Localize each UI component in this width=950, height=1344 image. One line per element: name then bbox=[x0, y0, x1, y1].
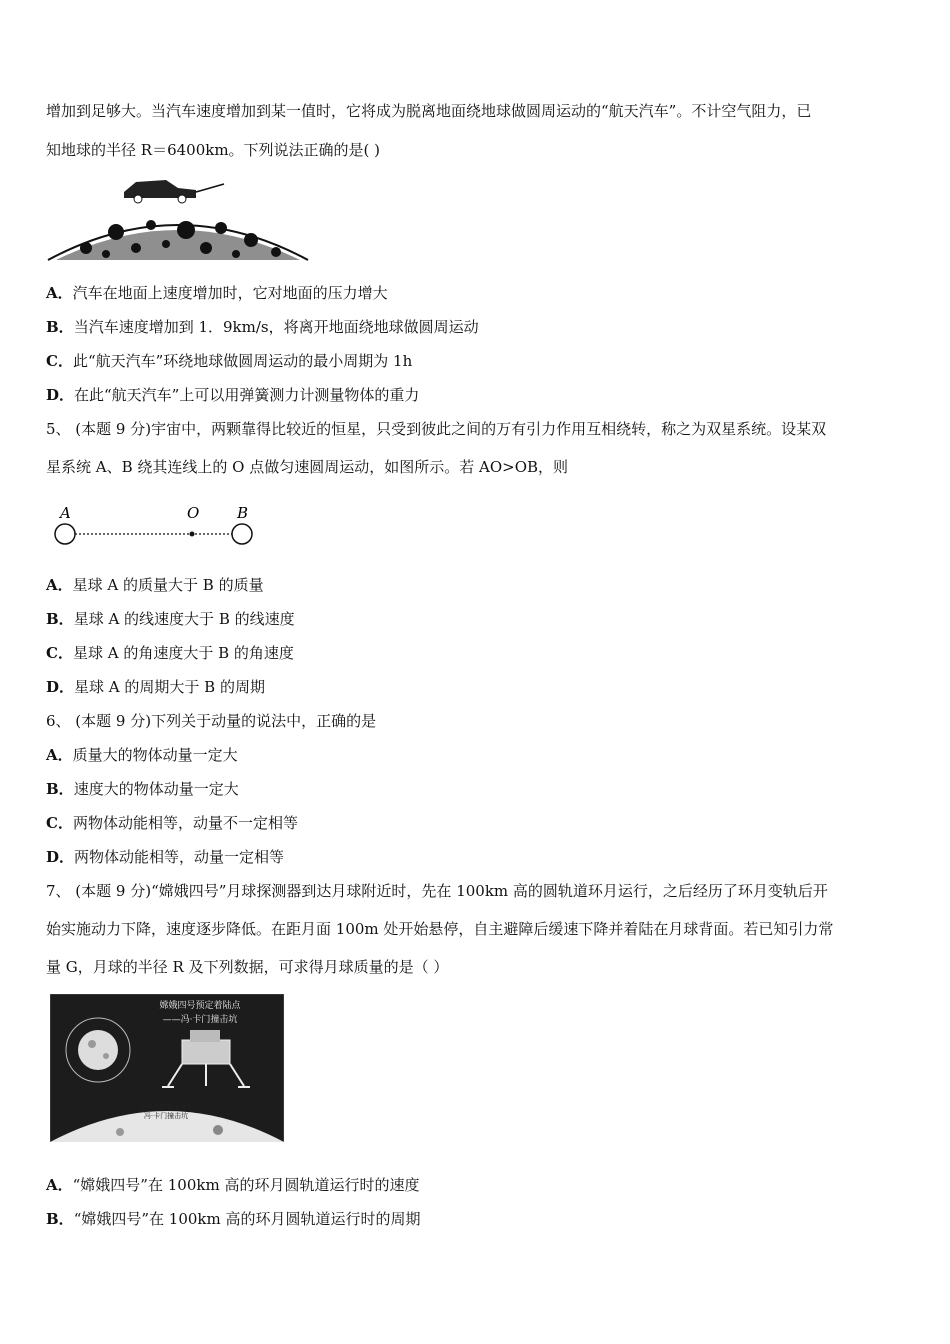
q5-option-b: B．星球 A 的线速度大于 B 的线速度 bbox=[46, 610, 295, 628]
q4-option-d: D．在此“航天汽车”上可以用弹簧测力计测量物体的重力 bbox=[46, 386, 420, 404]
q5-option-c: C．星球 A 的角速度大于 B 的角速度 bbox=[46, 644, 294, 662]
star-b bbox=[232, 524, 252, 544]
caption-4: 冯·卡门撞击坑 bbox=[143, 1112, 189, 1120]
moon-icon bbox=[78, 1030, 118, 1070]
q6-option-c: C．两物体动能相等，动量不一定相等 bbox=[46, 814, 298, 832]
q6-option-b: B．速度大的物体动量一定大 bbox=[46, 780, 239, 798]
q5-stem-line2: 星系统 A、B 绕其连线上的 O 点做匀速圆周运动，如图所示。若 AO>OB，则 bbox=[46, 458, 569, 476]
q4-option-c: C．此“航天汽车”环绕地球做圆周运动的最小周期为 1h bbox=[46, 352, 413, 370]
caption-2: ——冯·卡门撞击坑 bbox=[162, 1015, 238, 1025]
q5-stem-line1: 5、 (本题 9 分)宇宙中，两颗靠得比较近的恒星，只受到彼此之间的万有引力作用互相绕转，称之为双星系统。设某双 bbox=[46, 420, 827, 438]
q4-stem-line2: 知地球的半径 R＝6400km。下列说法正确的是( ) bbox=[46, 141, 381, 159]
q5-option-d: D．星球 A 的周期大于 B 的周期 bbox=[46, 678, 265, 696]
label-b: B bbox=[237, 504, 249, 522]
q4-option-a: A．汽车在地面上速度增加时，它对地面的压力增大 bbox=[46, 284, 388, 302]
point-o bbox=[190, 532, 195, 537]
label-a: A bbox=[60, 504, 71, 522]
q4-option-b: B．当汽车速度增加到 1．9km/s，将离开地面绕地球做圆周运动 bbox=[46, 318, 479, 336]
q7-option-a: A．“嫦娥四号”在 100km 高的环月圆轨道运行时的速度 bbox=[46, 1176, 420, 1194]
car-icon bbox=[124, 180, 224, 203]
q4-stem-line1: 增加到足够大。当汽车速度增加到某一值时，它将成为脱离地面绕地球做圆周运动的“航天汽车”。不计空气阻力，已 bbox=[46, 102, 812, 120]
q6-stem: 6、 (本题 9 分)下列关于动量的说法中，正确的是 bbox=[46, 712, 377, 730]
label-o: O bbox=[187, 504, 200, 522]
q5-option-a: A．星球 A 的质量大于 B 的质量 bbox=[46, 576, 264, 594]
q6-option-d: D．两物体动能相等，动量一定相等 bbox=[46, 848, 285, 866]
q7-option-b: B．“嫦娥四号”在 100km 高的环月圆轨道运行时的周期 bbox=[46, 1210, 421, 1228]
q7-stem-line2: 始实施动力下降，速度逐步降低。在距月面 100m 处开始悬停，自主避障后缓速下降并着陆在月球背面。若已知引力常 bbox=[46, 920, 834, 938]
q6-option-a: A．质量大的物体动量一定大 bbox=[46, 746, 238, 764]
q7-stem-line3: 量 G，月球的半径 R 及下列数据，可求得月球质量的是（ ） bbox=[46, 958, 449, 976]
caption-1: 嫦娥四号预定着陆点 bbox=[159, 1001, 241, 1011]
q7-stem-line1: 7、 (本题 9 分)“嫦娥四号”月球探测器到达月球附近时，先在 100km 高的圆轨道环月运行，之后经历了环月变轨后开 bbox=[46, 882, 828, 900]
star-a bbox=[55, 524, 75, 544]
change4-landing-figure bbox=[50, 994, 284, 1142]
earth-car-figure bbox=[46, 170, 310, 262]
caption-3: 月球背面着陆地点 bbox=[138, 1102, 194, 1110]
binary-star-figure bbox=[50, 500, 262, 550]
